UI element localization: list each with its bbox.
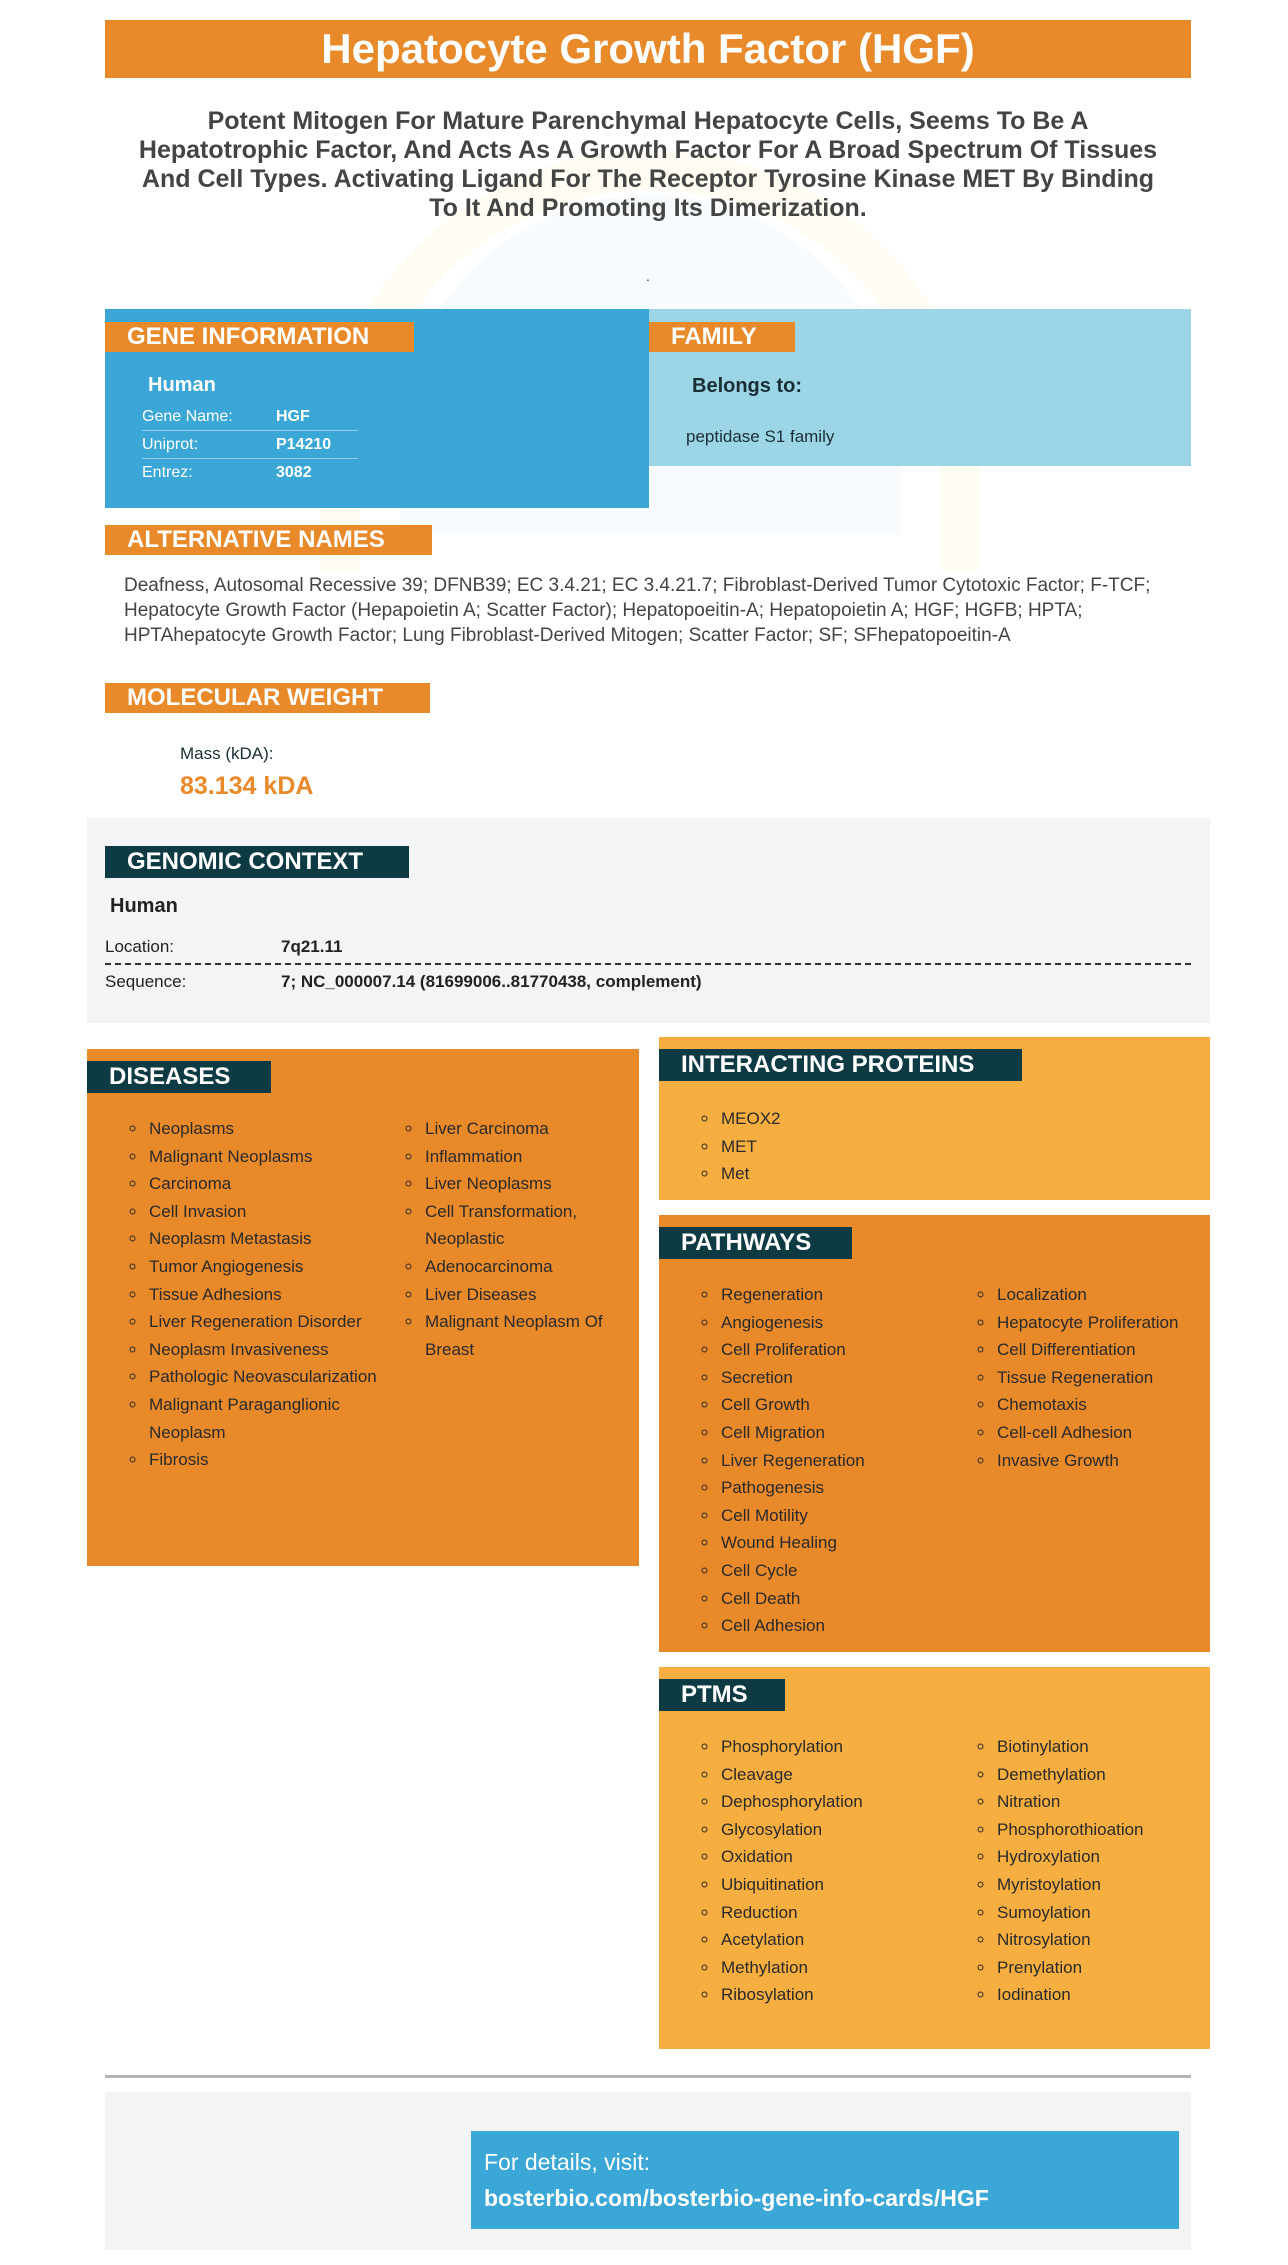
diseases-panel: [87, 1049, 639, 1566]
ptms-list-col1: [701, 1733, 959, 2009]
interacting-proteins-heading: INTERACTING PROTEINS: [659, 1049, 1022, 1081]
list-item: ◦ Ribosylation: [719, 1981, 959, 2009]
genomic-row-sequence: [105, 965, 1191, 998]
page-title: Hepatocyte Growth Factor (HGF): [105, 20, 1191, 78]
list-item: ◦ MET: [719, 1133, 1019, 1161]
list-item: ◦ Liver Regeneration: [719, 1447, 959, 1475]
list-item: ◦ Cell Proliferation: [719, 1336, 959, 1364]
list-item: ◦ Angiogenesis: [719, 1309, 959, 1337]
interacting-proteins-panel: [659, 1037, 1210, 1200]
list-item: ◦ Tissue Adhesions: [147, 1281, 377, 1309]
list-item: ◦ Ubiquitination: [719, 1871, 959, 1899]
gene-species: Human: [148, 374, 216, 396]
list-item: ◦ Cell Adhesion: [719, 1612, 959, 1640]
list-item: ◦ Invasive Growth: [995, 1447, 1220, 1475]
gene-row-key: Uniprot:: [142, 436, 199, 453]
list-item: ◦ Methylation: [719, 1954, 959, 1982]
list-item: ◦ Phosphorylation: [719, 1733, 959, 1761]
list-item: ◦ Cell Migration: [719, 1419, 959, 1447]
list-item: ◦ Prenylation: [995, 1954, 1220, 1982]
list-item: ◦ Reduction: [719, 1899, 959, 1927]
gene-row-key: Entrez:: [142, 464, 193, 481]
genomic-row-value: 7q21.11: [281, 937, 343, 956]
list-item: ◦ Nitrosylation: [995, 1926, 1220, 1954]
list-item: ◦ Cell Growth: [719, 1391, 959, 1419]
list-item: ◦ Iodination: [995, 1981, 1220, 2009]
list-item: ◦ Malignant Paraganglionic Neoplasm: [147, 1391, 377, 1446]
pathways-list-col2: [977, 1281, 1220, 1474]
list-item: ◦ Tumor Angiogenesis: [147, 1253, 377, 1281]
genomic-row-location: [105, 930, 1191, 965]
genomic-row-key: Sequence:: [105, 972, 187, 991]
list-item: ◦ Regeneration: [719, 1281, 959, 1309]
alternative-names-heading: ALTERNATIVE NAMES: [105, 525, 432, 555]
list-item: ◦ Wound Healing: [719, 1529, 959, 1557]
list-item: ◦ Cell Transformation, Neoplastic: [423, 1198, 633, 1253]
list-item: ◦ Oxidation: [719, 1843, 959, 1871]
pathways-list-col1: [701, 1281, 959, 1640]
diseases-list-col1: [129, 1115, 377, 1474]
gene-row-key: Gene Name:: [142, 408, 233, 425]
list-item: ◦ Liver Neoplasms: [423, 1170, 633, 1198]
list-item: ◦ Neoplasm Invasiveness: [147, 1336, 377, 1364]
footer-divider: [105, 2075, 1191, 2078]
interacting-proteins-list: [701, 1105, 1019, 1188]
details-link[interactable]: bosterbio.com/bosterbio-gene-info-cards/HGF: [484, 2185, 989, 2211]
list-item: ◦ Cell Motility: [719, 1502, 959, 1530]
list-item: ◦ Localization: [995, 1281, 1220, 1309]
gene-row-name: [142, 403, 358, 431]
molecular-weight-heading: MOLECULAR WEIGHT: [105, 683, 430, 713]
list-item: ◦ Demethylation: [995, 1761, 1220, 1789]
diseases-heading: DISEASES: [87, 1061, 271, 1093]
list-item: ◦ Carcinoma: [147, 1170, 377, 1198]
list-item: ◦ Liver Carcinoma: [423, 1115, 633, 1143]
list-item: ◦ Cell Differentiation: [995, 1336, 1220, 1364]
list-item: ◦ Myristoylation: [995, 1871, 1220, 1899]
list-item: ◦ Secretion: [719, 1364, 959, 1392]
family-value: peptidase S1 family: [686, 427, 835, 446]
alternative-names-text: Deafness, Autosomal Recessive 39; DFNB39; EC 3.4.21; EC 3.4.21.7; Fibroblast-Derived Tumor Cytotoxic Factor; F-TCF; Hepatocyte Growth Factor (Hepapoietin A; Scatter Factor); Hepatopoeitin-A; Hepatopoietin A; HGF; HGFB; HPTA; HPTAhepatocyte Growth Factor; Lung Fibroblast-Derived Mitogen; Scatter Factor; SF; SFhepatopoeitin-A: [124, 575, 1151, 646]
pathways-heading: PATHWAYS: [659, 1227, 852, 1259]
list-item: ◦ Liver Diseases: [423, 1281, 633, 1309]
list-item: ◦ Biotinylation: [995, 1733, 1220, 1761]
list-item: ◦ Acetylation: [719, 1926, 959, 1954]
list-item: ◦ Liver Regeneration Disorder: [147, 1308, 377, 1336]
mass-value: 83.134 kDA: [180, 772, 314, 800]
family-heading: FAMILY: [649, 322, 795, 352]
family-belongs-label: Belongs to:: [692, 375, 802, 397]
details-label: For details, visit:: [484, 2149, 651, 2175]
gene-information-heading: GENE INFORMATION: [105, 322, 414, 352]
list-item: ◦ Hepatocyte Proliferation: [995, 1309, 1220, 1337]
ptms-heading: PTMS: [659, 1679, 785, 1711]
list-item: ◦ Sumoylation: [995, 1899, 1220, 1927]
genomic-row-key: Location:: [105, 937, 174, 956]
gene-row-value: 3082: [276, 464, 312, 481]
list-item: ◦ Inflammation: [423, 1143, 633, 1171]
pathways-panel: [659, 1215, 1210, 1652]
list-item: ◦ Cell Invasion: [147, 1198, 377, 1226]
list-item: ◦ Malignant Neoplasm Of Breast: [423, 1308, 633, 1363]
list-item: ◦ Phosphorothioation: [995, 1816, 1220, 1844]
list-item: ◦ Dephosphorylation: [719, 1788, 959, 1816]
list-item: ◦ Adenocarcinoma: [423, 1253, 633, 1281]
gene-row-value: HGF: [276, 408, 310, 425]
list-item: ◦ Chemotaxis: [995, 1391, 1220, 1419]
list-item: ◦ Cell Cycle: [719, 1557, 959, 1585]
genomic-row-value: 7; NC_000007.14 (81699006..81770438, complement): [281, 972, 702, 991]
diseases-list-col2: [405, 1115, 633, 1363]
gene-row-uniprot: [142, 431, 358, 459]
list-item: ◦ Met: [719, 1160, 1019, 1188]
list-item: ◦ Neoplasms: [147, 1115, 377, 1143]
list-item: ◦ Hydroxylation: [995, 1843, 1220, 1871]
dot-marker: .: [646, 268, 650, 284]
list-item: ◦ Fibrosis: [147, 1446, 377, 1474]
genomic-context-heading: GENOMIC CONTEXT: [105, 846, 409, 878]
list-item: ◦ Nitration: [995, 1788, 1220, 1816]
mass-label: Mass (kDA):: [180, 744, 274, 763]
list-item: ◦ Neoplasm Metastasis: [147, 1225, 377, 1253]
gene-row-value: P14210: [276, 436, 332, 453]
ptms-panel: [659, 1667, 1210, 2049]
details-link-box[interactable]: [471, 2131, 1179, 2229]
list-item: ◦ Malignant Neoplasms: [147, 1143, 377, 1171]
genomic-species: Human: [110, 895, 178, 917]
page-subtitle: Potent Mitogen For Mature Parenchymal Hepatocyte Cells, Seems To Be A Hepatotrophic Factor, And Acts As A Growth Factor For A Broad Spectrum Of Tissues And Cell Types. Activating Ligand For The Receptor Tyrosine Kinase MET By Binding To It And Promoting Its Dimerization.: [138, 107, 1158, 222]
ptms-list-col2: [977, 1733, 1220, 2009]
gene-row-entrez: [142, 459, 358, 486]
list-item: ◦ Glycosylation: [719, 1816, 959, 1844]
list-item: ◦ Tissue Regeneration: [995, 1364, 1220, 1392]
list-item: ◦ MEOX2: [719, 1105, 1019, 1133]
list-item: ◦ Cell-cell Adhesion: [995, 1419, 1220, 1447]
list-item: ◦ Cell Death: [719, 1585, 959, 1613]
list-item: ◦ Pathogenesis: [719, 1474, 959, 1502]
list-item: ◦ Pathologic Neovascularization: [147, 1363, 377, 1391]
list-item: ◦ Cleavage: [719, 1761, 959, 1789]
